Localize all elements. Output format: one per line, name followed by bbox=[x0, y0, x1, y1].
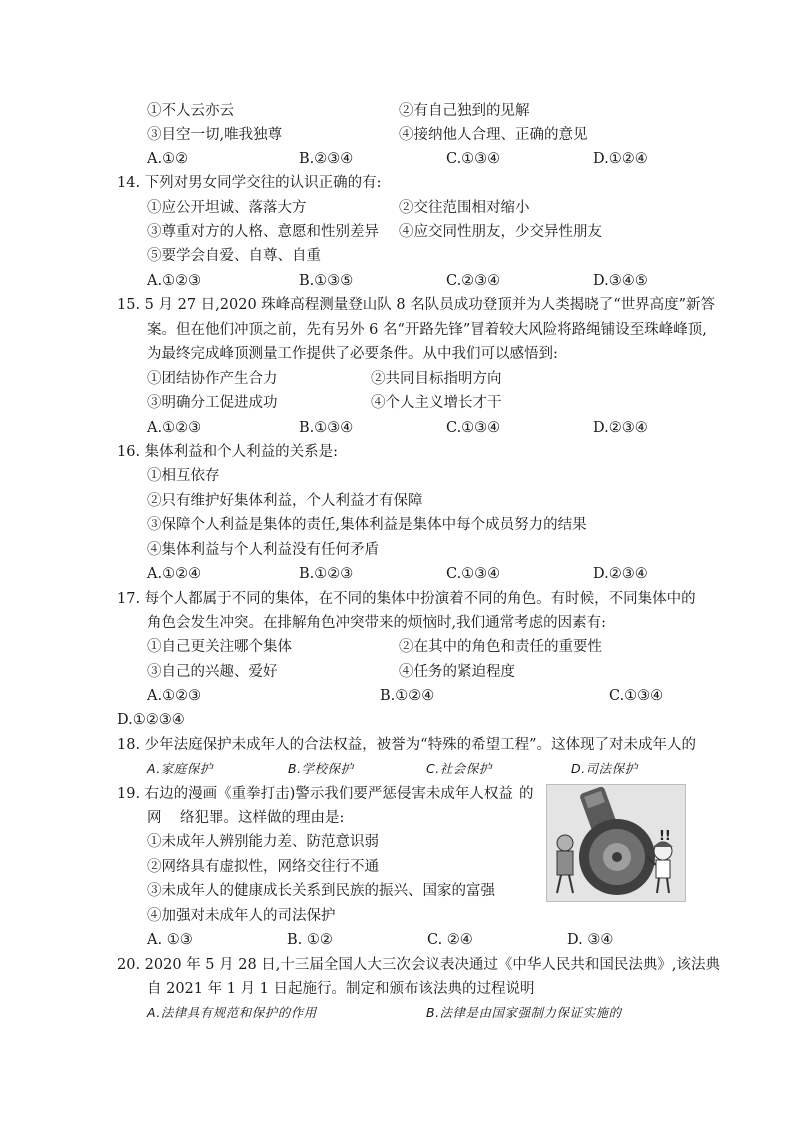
q14-stem: 14. 下列对男女同学交往的认识正确的有: bbox=[117, 175, 382, 191]
cartoon-exclamation: !! bbox=[659, 829, 671, 844]
q15-item-2: ②共同目标指明方向 bbox=[371, 371, 502, 387]
q16-item-1: ①相互依存 bbox=[147, 468, 220, 484]
q17-choice-d[interactable]: D.①②③④ bbox=[117, 712, 185, 728]
q17-choice-c[interactable]: C.①③④ bbox=[609, 688, 664, 704]
q13-choice-d[interactable]: D.①②④ bbox=[593, 151, 648, 167]
q14-item-3: ③尊重对方的人格、意愿和性别差异 bbox=[147, 224, 379, 240]
q13-item-1: ①不人云亦云 bbox=[147, 103, 234, 119]
q17-stem-line-1: 17. 每个人都属于不同的集体，在不同的集体中扮演着不同的角色。有时候，不同集体中的 bbox=[117, 591, 696, 607]
q20-choice-b[interactable]: B.法律是由国家强制力保证实施的 bbox=[426, 1005, 622, 1020]
q13-item-2: ②有自己独到的见解 bbox=[399, 103, 530, 119]
q17-choice-b[interactable]: B.①②④ bbox=[380, 688, 435, 704]
q19-item-2: ②网络具有虚拟性，网络交往行不通 bbox=[147, 859, 379, 875]
q14-choice-c[interactable]: C.②③④ bbox=[446, 273, 501, 289]
q16-choice-c[interactable]: C.①③④ bbox=[446, 566, 501, 582]
q13-item-4: ④接纳他人合理、正确的意见 bbox=[399, 127, 588, 143]
q16-item-4: ④集体利益与个人利益没有任何矛盾 bbox=[147, 542, 379, 558]
q16-choice-d[interactable]: D.②③④ bbox=[593, 566, 648, 582]
q15-item-4: ④个人主义增长才干 bbox=[371, 395, 502, 411]
q14-choice-a[interactable]: A.①②③ bbox=[147, 273, 202, 289]
q19-item-3: ③未成年人的健康成长关系到民族的振兴、国家的富强 bbox=[147, 883, 495, 899]
q15-choice-b[interactable]: B.①③④ bbox=[299, 420, 354, 436]
q17-item-1: ①自己更关注哪个集体 bbox=[147, 639, 292, 655]
q19-choice-d[interactable]: D. ③④ bbox=[567, 932, 614, 948]
q20-stem-line-2: 自 2021 年 1 月 1 日起施行。制定和颁布该法典的过程说明 bbox=[147, 981, 535, 997]
q17-choice-a[interactable]: A.①②③ bbox=[147, 688, 202, 704]
q15-stem-line-2: 案。但在他们冲顶之前，先有另外 6 名“开路先锋”冒着较大风险将路绳铺设至珠峰峰顶, bbox=[147, 322, 707, 338]
q19-choice-c[interactable]: C. ②④ bbox=[427, 932, 473, 948]
q16-stem: 16. 集体利益和个人利益的关系是: bbox=[117, 444, 339, 460]
q20-stem-line-1: 20. 2020 年 5 月 28 日,十三届全国人大三次会议表决通过《中华人民共和国民法典》,该法典 bbox=[117, 957, 721, 973]
q19-stem-line-2b: 络犯罪。这样做的理由是: bbox=[180, 810, 345, 826]
q13-choice-b[interactable]: B.②③④ bbox=[299, 151, 354, 167]
q17-item-2: ②在其中的角色和责任的重要性 bbox=[399, 639, 602, 655]
q17-item-4: ④任务的紧迫程度 bbox=[399, 664, 515, 680]
q18-choice-c[interactable]: C.社会保护 bbox=[426, 761, 492, 776]
q14-choice-d[interactable]: D.③④⑤ bbox=[593, 273, 648, 289]
q15-item-1: ①团结协作产生合力 bbox=[147, 371, 278, 387]
q18-choice-a[interactable]: A.家庭保护 bbox=[147, 761, 213, 776]
q16-choice-b[interactable]: B.①②③ bbox=[299, 566, 354, 582]
q15-stem-line-3: 为最终完成峰顶测量工作提供了必要条件。从中我们可以感悟到: bbox=[147, 346, 558, 362]
q15-stem-line-1: 15. 5 月 27 日,2020 珠峰高程测量登山队 8 名队员成功登顶并为人类揭晓了“世界高度”新答 bbox=[117, 297, 716, 313]
q19-stem-line-1: 19. 右边的漫画《重拳打击)警示我们要严惩侵害未成年人权益 bbox=[117, 786, 513, 802]
q19-cartoon-image bbox=[546, 784, 686, 902]
q19-choice-a[interactable]: A. ①③ bbox=[147, 932, 193, 948]
q14-item-5: ⑤要学会自爱、自尊、自重 bbox=[147, 248, 321, 264]
q15-choice-c[interactable]: C.①③④ bbox=[446, 420, 501, 436]
q14-item-4: ④应交同性朋友，少交异性朋友 bbox=[399, 224, 602, 240]
q13-item-3: ③目空一切,唯我独尊 bbox=[147, 127, 283, 143]
q14-item-2: ②交往范围相对缩小 bbox=[399, 200, 530, 216]
q17-stem-line-2: 角色会发生冲突。在排解角色冲突带来的烦恼时,我们通常考虑的因素有: bbox=[147, 615, 606, 631]
q18-stem: 18. 少年法庭保护未成年人的合法权益，被誉为“特殊的希望工程”。这体现了对未成年人的 bbox=[117, 737, 696, 753]
q13-choice-c[interactable]: C.①③④ bbox=[446, 151, 501, 167]
q14-item-1: ①应公开坦诚、落落大方 bbox=[147, 200, 307, 216]
q19-stem-line-2a: 网 bbox=[147, 810, 162, 826]
q17-item-3: ③自己的兴趣、爱好 bbox=[147, 664, 278, 680]
q15-choice-d[interactable]: D.②③④ bbox=[593, 420, 648, 436]
q13-choice-a[interactable]: A.①② bbox=[147, 151, 189, 167]
q18-choice-d[interactable]: D.司法保护 bbox=[571, 761, 638, 776]
q19-stem-tail: 的 bbox=[519, 786, 534, 802]
q14-choice-b[interactable]: B.①③⑤ bbox=[299, 273, 354, 289]
q16-choice-a[interactable]: A.①②④ bbox=[147, 566, 202, 582]
q16-item-2: ②只有维护好集体利益，个人利益才有保障 bbox=[147, 493, 423, 509]
q16-item-3: ③保障个人利益是集体的责任,集体利益是集体中每个成员努力的结果 bbox=[147, 517, 587, 533]
q19-choice-b[interactable]: B. ①② bbox=[287, 932, 333, 948]
q20-choice-a[interactable]: A.法律具有规范和保护的作用 bbox=[147, 1005, 317, 1020]
q15-choice-a[interactable]: A.①②③ bbox=[147, 420, 202, 436]
q18-choice-b[interactable]: B.学校保护 bbox=[288, 761, 354, 776]
q19-item-1: ①未成年人辨别能力差、防范意识弱 bbox=[147, 834, 379, 850]
q19-item-4: ④加强对未成年人的司法保护 bbox=[147, 908, 336, 924]
q15-item-3: ③明确分工促进成功 bbox=[147, 395, 278, 411]
